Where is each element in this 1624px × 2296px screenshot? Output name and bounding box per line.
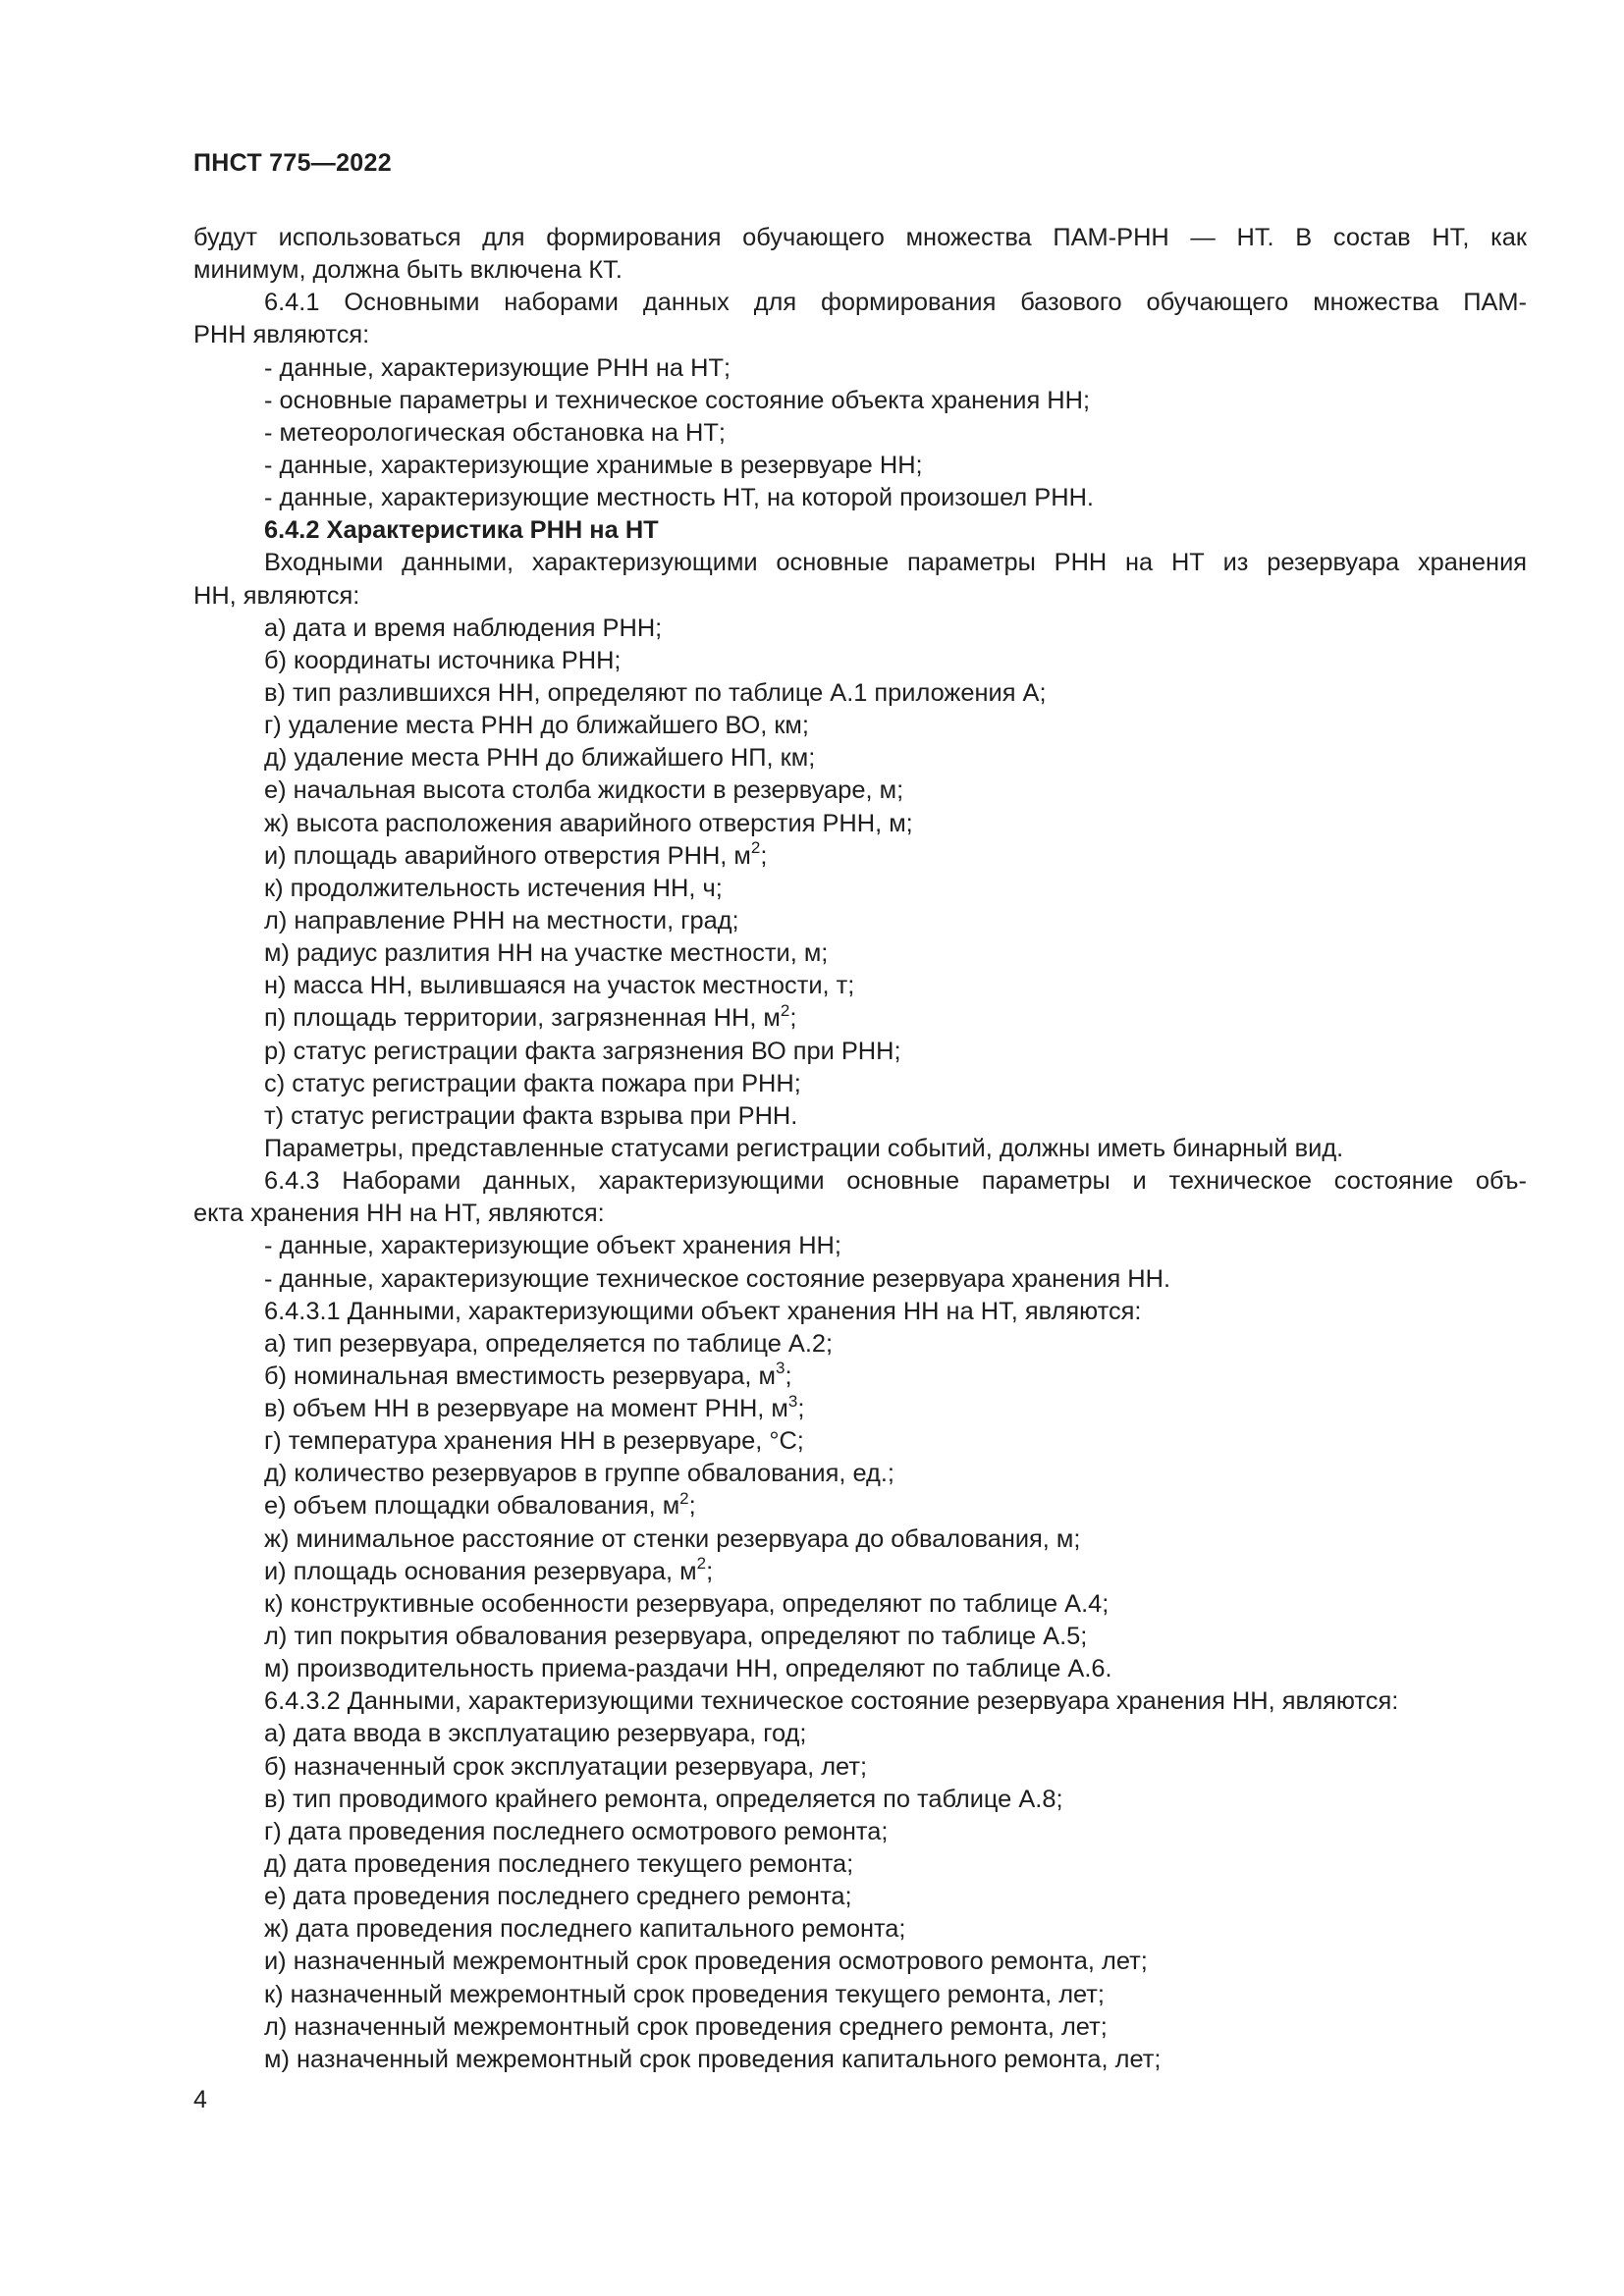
list-item: ж) минимальное расстояние от стенки резервуара до обвалования, м; xyxy=(264,1524,1081,1553)
list-item-text: е) объем площадки обвалования, м xyxy=(264,1492,680,1521)
punctuation: ; xyxy=(797,1395,805,1423)
paragraph-line: будут использоваться для формирования обучающего множества ПАМ-РНН — НТ. В состав НТ, как xyxy=(193,224,1527,251)
list-item: - данные, характеризующие техническое состояние резервуара хранения НН. xyxy=(264,1264,1171,1293)
punctuation: ; xyxy=(789,1004,797,1033)
list-item-text: п) площадь территории, загрязненная НН, м xyxy=(264,1004,781,1033)
list-item xyxy=(193,1361,1527,1393)
punctuation: ; xyxy=(785,1362,792,1390)
list-item: д) удаление места РНН до ближайшего НП, км; xyxy=(264,744,816,773)
list-item: в) тип проводимого крайнего ремонта, определяется по таблице А.8; xyxy=(264,1785,1063,1813)
list-item: м) производительность приема-раздачи НН, определяют по таблице А.6. xyxy=(264,1655,1112,1683)
list-item: - основные параметры и техническое состояние объекта хранения НН; xyxy=(264,386,1091,414)
superscript: 2 xyxy=(780,1000,790,1020)
paragraph-line: минимум, должна быть включена КТ. xyxy=(193,256,623,285)
list-item: г) температура хранения НН в резервуаре, °С; xyxy=(264,1427,804,1456)
list-item: - данные, характеризующие хранимые в резервуаре НН; xyxy=(264,451,923,479)
paragraph-line: 6.4.3.1 Данными, характеризующими объект хранения НН на НТ, являются: xyxy=(264,1297,1142,1325)
list-item: г) удаление места РНН до ближайшего ВО, км; xyxy=(264,712,809,740)
list-item: б) координаты источника РНН; xyxy=(264,646,622,674)
list-item: д) количество резервуаров в группе обвалования, ед.; xyxy=(264,1460,894,1488)
list-item: ж) высота расположения аварийного отверстия РНН, м; xyxy=(264,809,913,837)
list-item-text: б) номинальная вместимость резервуара, м xyxy=(264,1362,776,1390)
superscript: 3 xyxy=(776,1359,785,1378)
list-item: - метеорологическая обстановка на НТ; xyxy=(264,418,726,447)
list-item: ж) дата проведения последнего капитального ремонта; xyxy=(264,1915,906,1944)
list-item-text: и) площадь основания резервуара, м xyxy=(264,1557,697,1585)
list-item: е) дата проведения последнего среднего ремонта; xyxy=(264,1883,852,1911)
list-item xyxy=(193,1490,1527,1522)
list-item: д) дата проведения последнего текущего ремонта; xyxy=(264,1850,854,1879)
list-item: и) назначенный межремонтный срок проведения осмотрового ремонта, лет; xyxy=(264,1948,1148,1976)
list-item: л) назначенный межремонтный срок проведения среднего ремонта, лет; xyxy=(264,2012,1108,2041)
paragraph-line: екта хранения НН на НТ, являются: xyxy=(193,1200,605,1228)
paragraph-line: Входными данными, характеризующими основные параметры РНН на НТ из резервуара хранения xyxy=(264,549,1527,577)
list-item: е) начальная высота столба жидкости в резервуаре, м; xyxy=(264,776,904,805)
list-item xyxy=(193,1002,1527,1035)
list-item: т) статус регистрации факта взрыва при РНН. xyxy=(264,1101,798,1130)
list-item: г) дата проведения последнего осмотрового ремонта; xyxy=(264,1817,889,1845)
list-item-text: и) площадь аварийного отверстия РНН, м xyxy=(264,841,751,870)
section-heading: 6.4.2 Характеристика РНН на НТ xyxy=(264,516,659,545)
list-item: б) назначенный срок эксплуатации резервуара, лет; xyxy=(264,1752,867,1781)
list-item xyxy=(193,1556,1527,1588)
list-item: с) статус регистрации факта пожара при РНН; xyxy=(264,1069,801,1097)
list-item: а) тип резервуара, определяется по таблице А.2; xyxy=(264,1329,834,1358)
paragraph-line: 6.4.3 Наборами данных, характеризующими основные параметры и техническое состояние объ- xyxy=(264,1167,1527,1196)
punctuation: ; xyxy=(760,841,768,870)
list-item: а) дата ввода в эксплуатацию резервуара, год; xyxy=(264,1720,807,1748)
paragraph-line: 6.4.3.2 Данными, характеризующими техническое состояние резервуара хранения НН, являются: xyxy=(264,1687,1399,1716)
list-item xyxy=(193,1393,1527,1425)
list-item: в) тип разлившихся НН, определяют по таблице А.1 приложения А; xyxy=(264,678,1047,707)
list-item: к) конструктивные особенности резервуара, определяют по таблице А.4; xyxy=(264,1589,1110,1618)
paragraph-line: РНН являются: xyxy=(193,321,370,349)
list-item: а) дата и время наблюдения РНН; xyxy=(264,614,663,642)
paragraph-line: 6.4.1 Основными наборами данных для формирования базового обучающего множества ПАМ- xyxy=(264,289,1527,317)
list-item: м) назначенный межремонтный срок проведения капитального ремонта, лет; xyxy=(264,2045,1162,2073)
paragraph-line: НН, являются: xyxy=(193,581,360,610)
list-item: - данные, характеризующие местность НТ, на которой произошел РНН. xyxy=(264,484,1094,512)
superscript: 2 xyxy=(696,1554,707,1574)
superscript: 2 xyxy=(750,838,761,858)
list-item-text: в) объем НН в резервуаре на момент РНН, м xyxy=(264,1395,788,1423)
list-item: л) направление РНН на местности, град; xyxy=(264,906,739,934)
superscript: 3 xyxy=(787,1391,798,1411)
punctuation: ; xyxy=(706,1557,714,1585)
list-item: к) назначенный межремонтный срок проведения текущего ремонта, лет; xyxy=(264,1980,1105,2008)
list-item: н) масса НН, вылившаяся на участок местности, т; xyxy=(264,972,855,1000)
list-item: м) радиус разлития НН на участке местности, м; xyxy=(264,939,829,968)
list-item: л) тип покрытия обвалования резервуара, определяют по таблице А.5; xyxy=(264,1623,1088,1651)
document-header: ПНСТ 775—2022 xyxy=(193,149,392,177)
page-number: 4 xyxy=(193,2086,207,2113)
list-item: р) статус регистрации факта загрязнения ВО при РНН; xyxy=(264,1037,901,1065)
document-body xyxy=(193,222,1527,2076)
paragraph-line: Параметры, представленные статусами регистрации событий, должны иметь бинарный вид. xyxy=(264,1134,1344,1162)
punctuation: ; xyxy=(688,1492,696,1521)
list-item: к) продолжительность истечения НН, ч; xyxy=(264,874,723,902)
superscript: 2 xyxy=(679,1489,689,1509)
list-item: - данные, характеризующие РНН на НТ; xyxy=(264,353,731,382)
list-item: - данные, характеризующие объект хранения НН; xyxy=(264,1232,841,1260)
list-item xyxy=(193,840,1527,873)
